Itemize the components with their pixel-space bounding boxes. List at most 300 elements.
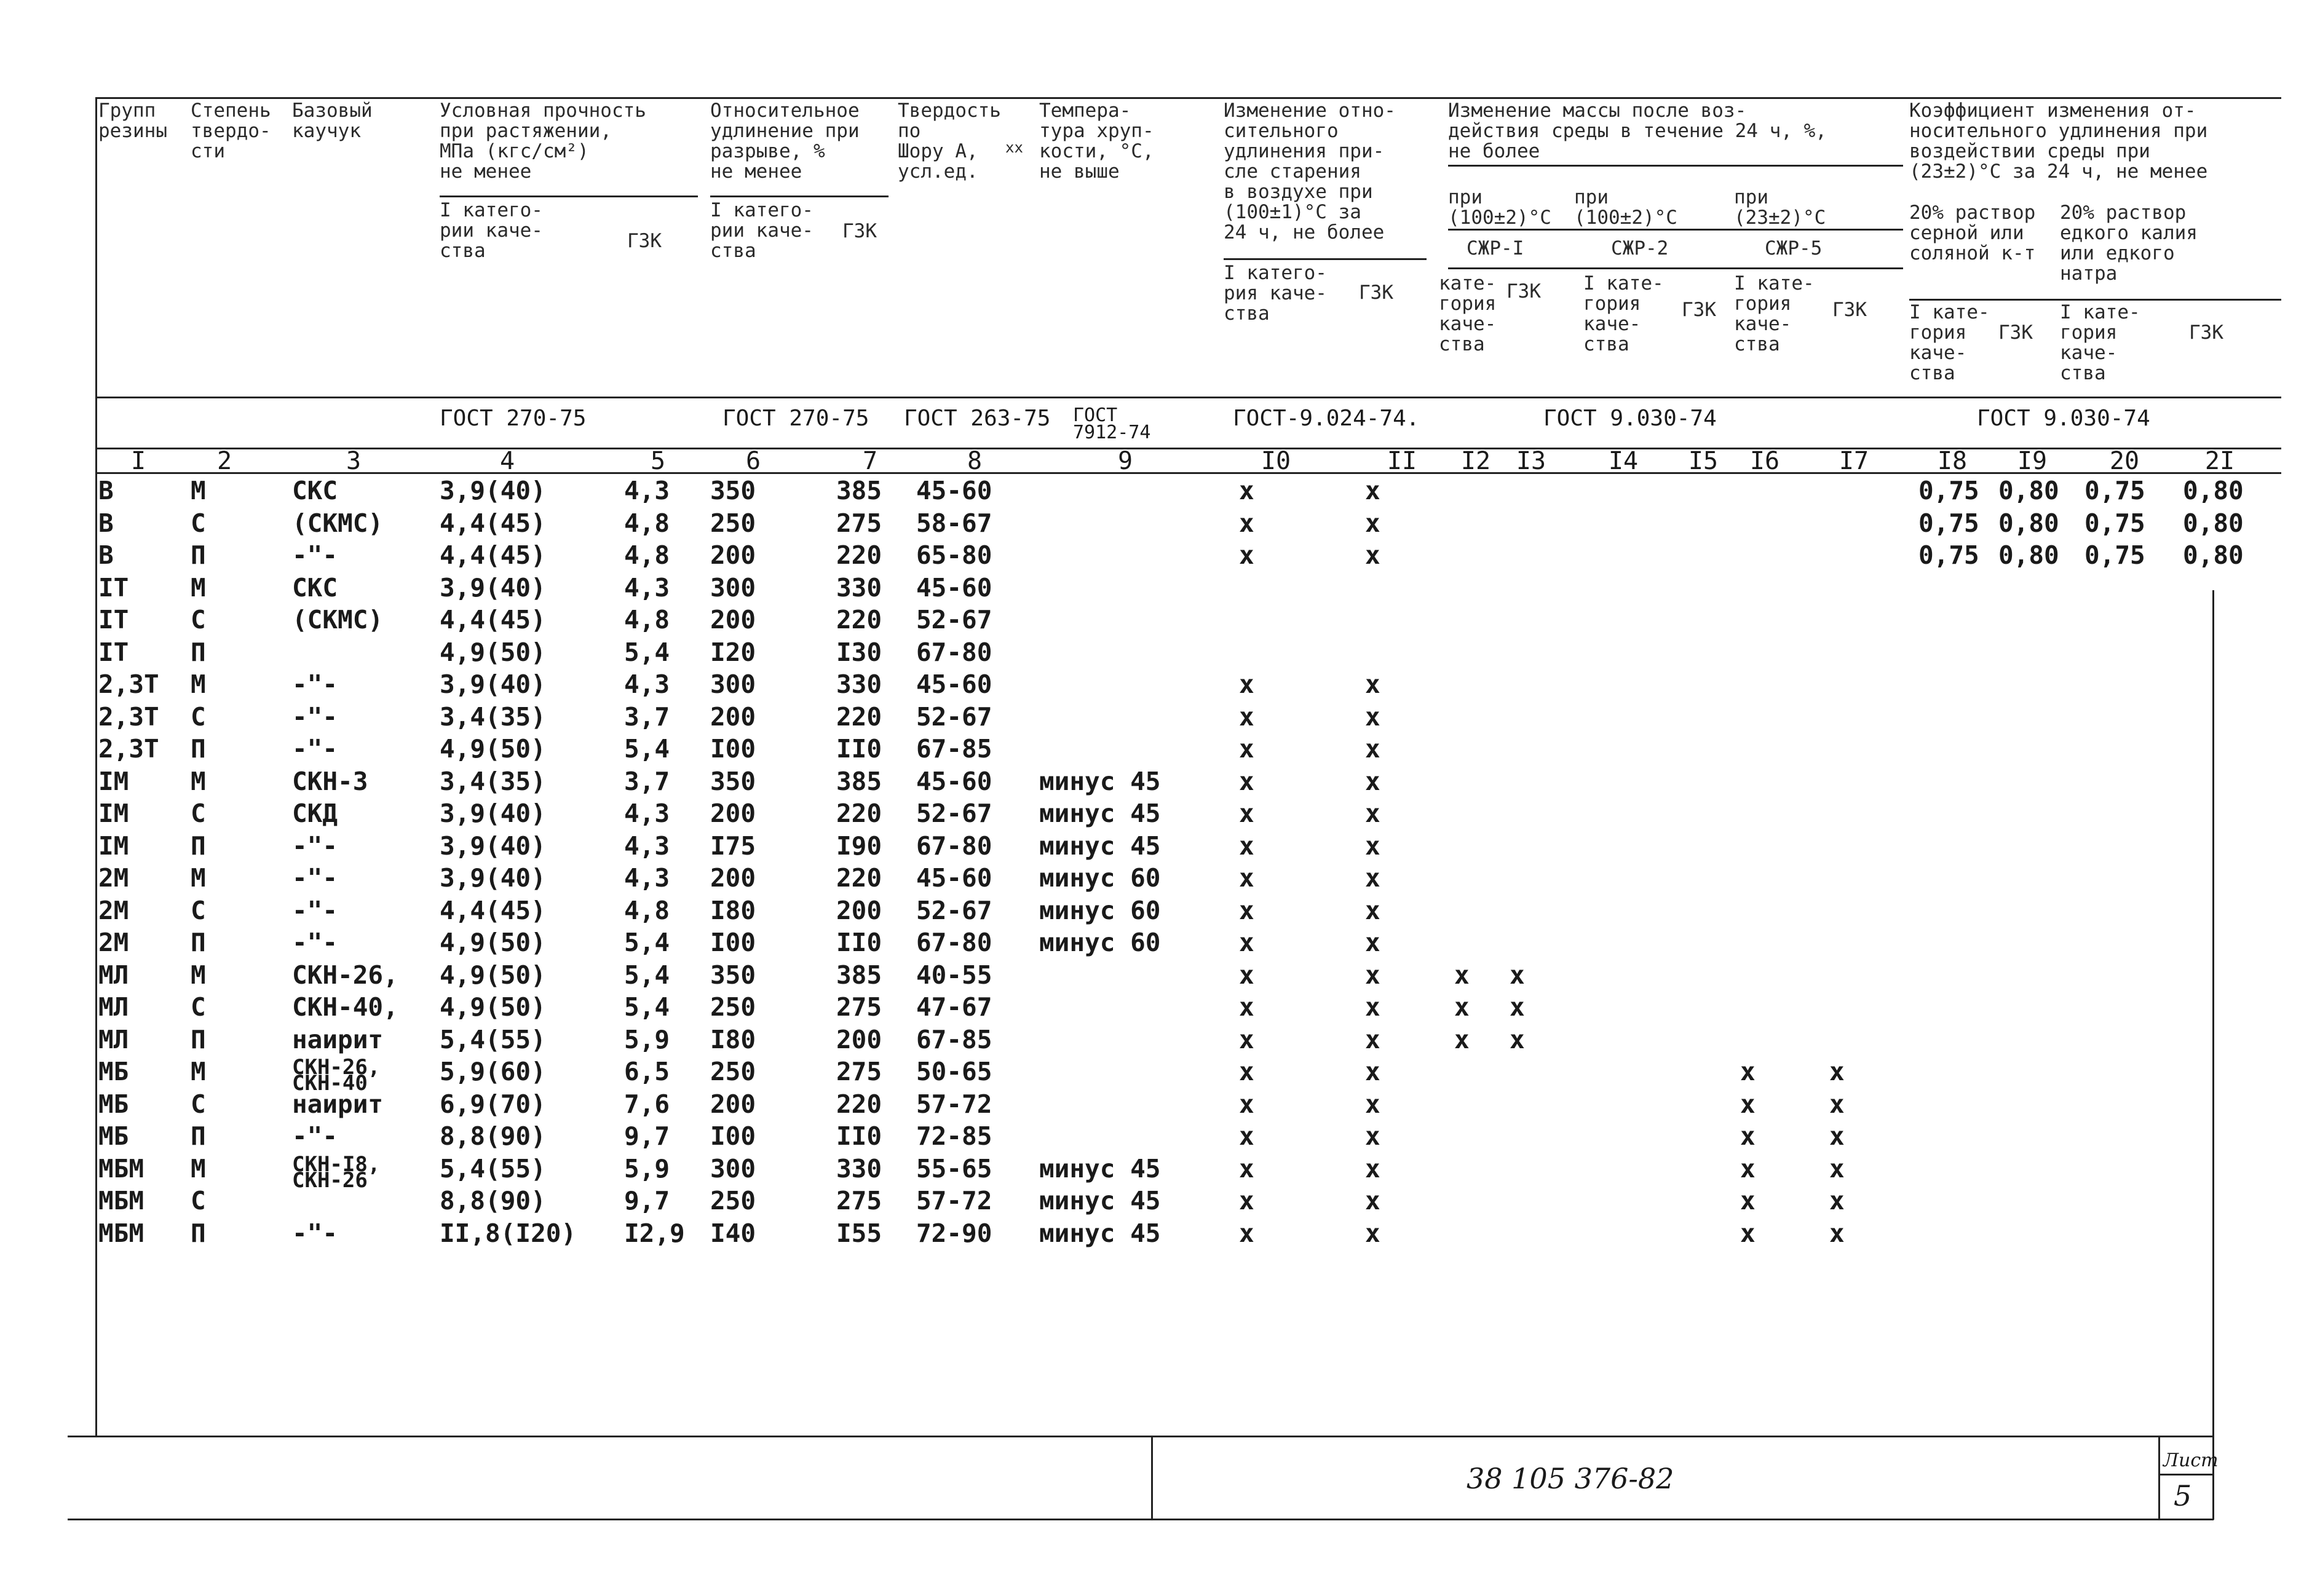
- table-cell: 52-67: [916, 701, 992, 732]
- column-number: I9: [2017, 447, 2048, 475]
- table-cell: x: [1239, 540, 1254, 570]
- table-cell: 250: [710, 508, 756, 538]
- table-cell: II0: [836, 928, 882, 957]
- table-cell: 45-60: [916, 572, 992, 602]
- table-cell: IТ: [98, 605, 129, 634]
- header-col-13: ГЗК: [1506, 280, 1541, 302]
- table-cell: 7,6: [624, 1089, 670, 1119]
- table-cell: СКН-26, СКН-40: [292, 1055, 381, 1096]
- table-cell: IТ: [98, 637, 129, 667]
- table-cell: x: [1365, 670, 1380, 699]
- sheet-label: Лист: [2163, 1450, 2219, 1471]
- table-cell: x: [1239, 734, 1254, 764]
- table-cell: 4,4(45): [440, 605, 546, 634]
- table-cell: -"-: [292, 863, 338, 893]
- table-cell: МЛ: [98, 1024, 129, 1054]
- table-cell: 200: [836, 895, 882, 925]
- header-col-18-19-medium: 20% раствор серной или соляной к-т: [1909, 202, 2036, 264]
- table-cell: I75: [710, 831, 756, 861]
- table-cell: 57-72: [916, 1089, 992, 1119]
- table-cell: 5,9: [624, 1153, 670, 1183]
- table-cell: 57-72: [916, 1186, 992, 1215]
- table-cell: x: [1365, 476, 1380, 505]
- table-cell: П: [191, 734, 206, 764]
- column-number: 2: [216, 447, 232, 475]
- table-cell: I90: [836, 831, 882, 861]
- column-number: I3: [1516, 447, 1546, 475]
- table-cell: 4,4(45): [440, 540, 546, 570]
- table-cell: 67-85: [916, 734, 992, 764]
- table-cell: С: [191, 799, 206, 828]
- table-cell: 3,9(40): [440, 863, 546, 893]
- rule-page-bottom: [68, 1519, 2214, 1520]
- table-cell: 250: [710, 1057, 756, 1086]
- table-cell: 0,75: [1918, 540, 1979, 570]
- table-cell: 275: [836, 1057, 882, 1086]
- table-cell: С: [191, 992, 206, 1022]
- table-cell: МБ: [98, 1121, 129, 1151]
- header-col-6: I катего- рии каче- ства: [710, 199, 814, 262]
- table-cell: x: [1239, 1121, 1254, 1151]
- table-cell: I00: [710, 1121, 756, 1151]
- header-col-12-17-title: Изменение массы после воз- действия среды в течение 24 ч, %, не более: [1448, 100, 1827, 162]
- table-cell: 52-67: [916, 605, 992, 634]
- table-cell: 45-60: [916, 863, 992, 893]
- table-cell: x: [1239, 799, 1254, 828]
- column-number: II: [1387, 447, 1417, 475]
- column-number: I6: [1749, 447, 1780, 475]
- table-cell: М: [191, 960, 206, 990]
- rule-right: [2212, 590, 2214, 1520]
- header-col-16: I кате- гория каче- ства: [1734, 272, 1815, 355]
- table-cell: 8,8(90): [440, 1121, 546, 1151]
- table-cell: x: [1239, 863, 1254, 893]
- table-cell: x: [1740, 1121, 1756, 1151]
- table-cell: 45-60: [916, 670, 992, 699]
- table-cell: М: [191, 863, 206, 893]
- table-cell: П: [191, 540, 206, 570]
- table-cell: 300: [710, 670, 756, 699]
- table-cell: x: [1365, 508, 1380, 538]
- header-col-16-17-medium: СЖР-5: [1765, 237, 1823, 259]
- table-cell: II0: [836, 1121, 882, 1151]
- header-col-14-15-temp: при (100±2)°С: [1574, 186, 1677, 229]
- table-cell: 4,4(45): [440, 895, 546, 925]
- table-cell: 3,9(40): [440, 476, 546, 505]
- table-cell: 3,9(40): [440, 572, 546, 602]
- header-col-16-17-temp: при (23±2)°С: [1734, 186, 1826, 229]
- header-col-12-13-temp: при (100±2)°С: [1448, 186, 1551, 229]
- table-cell: М: [191, 766, 206, 796]
- table-cell: 200: [836, 1024, 882, 1054]
- table-cell: 2М: [98, 928, 129, 957]
- header-col-10: I катего- рия каче- ства: [1224, 262, 1327, 325]
- table-cell: 4,8: [624, 508, 670, 538]
- column-number: 2I: [2204, 447, 2235, 475]
- header-col-8: Твердость по Шору А, усл.ед.: [898, 100, 1001, 183]
- table-cell: П: [191, 928, 206, 957]
- table-cell: С: [191, 1186, 206, 1215]
- table-cell: 5,4: [624, 637, 670, 667]
- table-cell: x: [1365, 1057, 1380, 1086]
- table-cell: x: [1239, 670, 1254, 699]
- table-cell: М: [191, 476, 206, 505]
- table-cell: -"-: [292, 670, 338, 699]
- table-cell: 4,3: [624, 670, 670, 699]
- table-cell: IТ: [98, 572, 129, 602]
- table-cell: II0: [836, 734, 882, 764]
- header-col-19: ГЗК: [1998, 322, 2033, 344]
- table-cell: П: [191, 1218, 206, 1248]
- table-cell: 5,4: [624, 960, 670, 990]
- column-number: I2: [1460, 447, 1491, 475]
- table-cell: минус 60: [1039, 895, 1161, 925]
- table-cell: 9,7: [624, 1121, 670, 1151]
- table-cell: минус 45: [1039, 831, 1161, 861]
- table-cell: 300: [710, 1153, 756, 1183]
- table-cell: II,8(I20): [440, 1218, 577, 1248]
- table-cell: x: [1239, 1089, 1254, 1119]
- rule-footer-divider: [1151, 1436, 1153, 1520]
- table-cell: x: [1829, 1153, 1845, 1183]
- table-cell: -"-: [292, 895, 338, 925]
- table-cell: 250: [710, 1186, 756, 1215]
- table-cell: 4,3: [624, 476, 670, 505]
- table-cell: 3,9(40): [440, 831, 546, 861]
- rule-h1011: [1224, 258, 1427, 260]
- sheet-number: 5: [2174, 1479, 2192, 1512]
- table-cell: -"-: [292, 928, 338, 957]
- table-cell: x: [1239, 1024, 1254, 1054]
- column-number: I5: [1688, 447, 1719, 475]
- table-cell: МБМ: [98, 1186, 144, 1215]
- table-cell: 9,7: [624, 1186, 670, 1215]
- header-col-15: ГЗК: [1682, 299, 1716, 321]
- table-cell: 220: [836, 701, 882, 732]
- table-cell: 55-65: [916, 1153, 992, 1183]
- table-cell: 72-85: [916, 1121, 992, 1151]
- table-cell: 330: [836, 1153, 882, 1183]
- header-col-2: Степень твердо- сти: [191, 100, 271, 162]
- table-cell: 3,9(40): [440, 670, 546, 699]
- header-col-18-21-title: Коэффициент изменения от- носительного удлинения при воздействии среды при (23±2)°С за 24 ч, не менее: [1909, 100, 2208, 183]
- table-cell: 200: [710, 605, 756, 634]
- table-cell: I55: [836, 1218, 882, 1248]
- table-cell: 350: [710, 766, 756, 796]
- table-cell: x: [1365, 895, 1380, 925]
- table-cell: 4,9(50): [440, 960, 546, 990]
- table-cell: 220: [836, 799, 882, 828]
- table-cell: 4,9(50): [440, 734, 546, 764]
- standard-col-6-7: ГОСТ 270-75: [722, 406, 869, 431]
- table-cell: x: [1239, 1153, 1254, 1183]
- table-cell: IМ: [98, 799, 129, 828]
- table-cell: x: [1365, 831, 1380, 861]
- standard-col-4-5: ГОСТ 270-75: [440, 406, 587, 431]
- header-col-8-mark: xx: [1005, 139, 1023, 156]
- table-cell: 45-60: [916, 476, 992, 505]
- table-cell: x: [1239, 1186, 1254, 1215]
- header-col-6-7-title: Относительное удлинение при разрыве, % не менее: [710, 100, 860, 183]
- table-cell: x: [1239, 508, 1254, 538]
- header-col-12-13-medium: СЖР-I: [1467, 237, 1524, 259]
- table-cell: 0,80: [1998, 476, 2059, 505]
- table-cell: 65-80: [916, 540, 992, 570]
- table-cell: 6,9(70): [440, 1089, 546, 1119]
- document-sheet: [68, 86, 2281, 1525]
- table-cell: 275: [836, 1186, 882, 1215]
- table-cell: 2,3Т: [98, 734, 159, 764]
- table-cell: x: [1365, 734, 1380, 764]
- table-cell: 200: [710, 863, 756, 893]
- column-number: 4: [499, 447, 515, 475]
- table-cell: наирит: [292, 1089, 384, 1119]
- table-cell: МБМ: [98, 1218, 144, 1248]
- table-cell: 50-65: [916, 1057, 992, 1086]
- table-cell: 67-85: [916, 1024, 992, 1054]
- table-cell: 4,8: [624, 895, 670, 925]
- table-cell: 0,80: [1998, 508, 2059, 538]
- table-cell: 3,7: [624, 766, 670, 796]
- table-cell: минус 60: [1039, 928, 1161, 957]
- table-cell: -"-: [292, 1218, 338, 1248]
- table-cell: I80: [710, 895, 756, 925]
- table-cell: 40-55: [916, 960, 992, 990]
- table-cell: -"-: [292, 540, 338, 570]
- table-cell: x: [1365, 1024, 1380, 1054]
- header-col-4-5-title: Условная прочность при растяжении, МПа (кгс/см²) не менее: [440, 100, 646, 183]
- table-cell: СКН-26,: [292, 960, 398, 990]
- table-cell: 4,8: [624, 540, 670, 570]
- table-cell: минус 60: [1039, 863, 1161, 893]
- table-cell: СКД: [292, 799, 338, 828]
- header-col-1: Групп резины: [98, 100, 167, 142]
- header-col-14-15-medium: СЖР-2: [1611, 237, 1669, 259]
- table-cell: x: [1365, 928, 1380, 957]
- table-cell: 52-67: [916, 799, 992, 828]
- table-cell: МЛ: [98, 992, 129, 1022]
- document-code: 38 105 376-82: [1467, 1462, 1674, 1495]
- header-col-20-21-medium: 20% раствор едкого калия или едкого натра: [2060, 202, 2198, 285]
- table-cell: 52-67: [916, 895, 992, 925]
- rule-h1217b: [1448, 229, 1903, 231]
- table-cell: 4,3: [624, 572, 670, 602]
- table-cell: x: [1365, 1153, 1380, 1183]
- table-cell: x: [1365, 540, 1380, 570]
- table-cell: 4,3: [624, 863, 670, 893]
- table-cell: МБ: [98, 1057, 129, 1086]
- rule-above-footer: [68, 1436, 2214, 1437]
- table-cell: С: [191, 1089, 206, 1119]
- column-number: I: [130, 447, 146, 475]
- table-cell: 0,75: [2084, 540, 2145, 570]
- table-cell: наирит: [292, 1024, 384, 1054]
- table-cell: -"-: [292, 734, 338, 764]
- header-col-9: Темпера- тура хруп- кости, °С, не выше: [1039, 100, 1154, 183]
- table-cell: 4,9(50): [440, 992, 546, 1022]
- table-cell: (СКМС): [292, 605, 384, 634]
- table-cell: 67-80: [916, 637, 992, 667]
- header-col-12: кате- гория каче- ства: [1439, 272, 1497, 355]
- table-cell: I00: [710, 928, 756, 957]
- standard-col-10-11: ГОСТ-9.024-74.: [1233, 406, 1420, 431]
- table-cell: x: [1365, 1089, 1380, 1119]
- table-cell: МЛ: [98, 960, 129, 990]
- table-cell: x: [1829, 1218, 1845, 1248]
- table-cell: x: [1239, 895, 1254, 925]
- table-cell: x: [1365, 992, 1380, 1022]
- rule-h1217: [1448, 165, 1903, 167]
- table-cell: 3,7: [624, 701, 670, 732]
- table-cell: 0,75: [1918, 508, 1979, 538]
- table-cell: x: [1365, 701, 1380, 732]
- table-cell: М: [191, 1153, 206, 1183]
- rule-sheet-box: [2158, 1436, 2160, 1520]
- table-cell: x: [1239, 1218, 1254, 1248]
- table-cell: 3,4(35): [440, 766, 546, 796]
- table-cell: 385: [836, 766, 882, 796]
- table-cell: 5,4(55): [440, 1024, 546, 1054]
- rule-h1217c: [1448, 267, 1903, 269]
- table-cell: МБМ: [98, 1153, 144, 1183]
- table-cell: 4,8: [624, 605, 670, 634]
- table-cell: 385: [836, 960, 882, 990]
- table-cell: 220: [836, 863, 882, 893]
- table-cell: x: [1239, 992, 1254, 1022]
- standard-col-12-17: ГОСТ 9.030-74: [1543, 406, 1717, 431]
- table-cell: x: [1740, 1057, 1756, 1086]
- table-cell: 200: [710, 1089, 756, 1119]
- header-col-5: ГЗК: [627, 230, 662, 252]
- table-cell: x: [1365, 1218, 1380, 1248]
- table-cell: 0,80: [1998, 540, 2059, 570]
- table-cell: В: [98, 476, 114, 505]
- table-cell: 200: [710, 540, 756, 570]
- column-number: 20: [2109, 447, 2140, 475]
- table-cell: x: [1239, 960, 1254, 990]
- table-cell: x: [1239, 831, 1254, 861]
- table-cell: I40: [710, 1218, 756, 1248]
- table-cell: 300: [710, 572, 756, 602]
- table-cell: x: [1365, 1121, 1380, 1151]
- table-cell: 5,4: [624, 734, 670, 764]
- table-cell: 4,9(50): [440, 928, 546, 957]
- rule-h1821: [1909, 299, 2281, 301]
- column-number: I0: [1261, 447, 1291, 475]
- table-cell: 67-80: [916, 928, 992, 957]
- table-cell: IМ: [98, 766, 129, 796]
- table-cell: 220: [836, 540, 882, 570]
- table-cell: 2,3Т: [98, 701, 159, 732]
- table-cell: x: [1740, 1186, 1756, 1215]
- column-number: 6: [745, 447, 761, 475]
- rule-left: [95, 97, 97, 1437]
- table-cell: минус 45: [1039, 1153, 1161, 1183]
- table-cell: С: [191, 605, 206, 634]
- table-cell: 0,80: [2183, 476, 2244, 505]
- table-cell: С: [191, 895, 206, 925]
- table-cell: x: [1510, 992, 1525, 1022]
- table-cell: 5,9: [624, 1024, 670, 1054]
- table-cell: x: [1239, 928, 1254, 957]
- table-cell: 6,5: [624, 1057, 670, 1086]
- table-cell: 275: [836, 992, 882, 1022]
- rule-below-header: [95, 397, 2281, 398]
- table-cell: x: [1829, 1121, 1845, 1151]
- table-cell: x: [1740, 1218, 1756, 1248]
- table-cell: 5,9(60): [440, 1057, 546, 1086]
- table-cell: 350: [710, 476, 756, 505]
- rule-h67: [710, 196, 889, 197]
- rule-sheet-box-mid: [2158, 1474, 2214, 1476]
- table-cell: С: [191, 701, 206, 732]
- table-cell: 4,3: [624, 831, 670, 861]
- header-col-21: ГЗК: [2189, 322, 2223, 344]
- table-cell: 5,4: [624, 928, 670, 957]
- header-col-18: I кате- гория каче- ства: [1909, 301, 1990, 384]
- table-cell: 4,4(45): [440, 508, 546, 538]
- table-cell: 4,9(50): [440, 637, 546, 667]
- header-col-4: I катего- рии каче- ства: [440, 199, 543, 262]
- table-cell: -"-: [292, 831, 338, 861]
- table-cell: 5,4: [624, 992, 670, 1022]
- table-cell: 0,75: [2084, 508, 2145, 538]
- table-cell: 0,80: [2183, 508, 2244, 538]
- table-cell: П: [191, 1024, 206, 1054]
- table-cell: 200: [710, 701, 756, 732]
- table-cell: x: [1829, 1057, 1845, 1086]
- table-cell: 3,4(35): [440, 701, 546, 732]
- table-cell: П: [191, 637, 206, 667]
- header-col-14: I кате- гория каче- ства: [1583, 272, 1664, 355]
- table-cell: 275: [836, 508, 882, 538]
- table-cell: x: [1365, 1186, 1380, 1215]
- table-cell: x: [1239, 476, 1254, 505]
- table-cell: С: [191, 508, 206, 538]
- table-cell: СКН-3: [292, 766, 368, 796]
- table-cell: (СКМС): [292, 508, 384, 538]
- column-number: I8: [1937, 447, 1968, 475]
- table-cell: x: [1740, 1153, 1756, 1183]
- table-cell: I20: [710, 637, 756, 667]
- table-cell: I80: [710, 1024, 756, 1054]
- table-cell: 350: [710, 960, 756, 990]
- table-cell: IМ: [98, 831, 129, 861]
- column-number: 5: [650, 447, 666, 475]
- table-cell: I30: [836, 637, 882, 667]
- table-cell: СКН-I8, СКН-26: [292, 1152, 381, 1193]
- table-cell: I2,9: [624, 1218, 685, 1248]
- table-cell: x: [1365, 960, 1380, 990]
- table-cell: В: [98, 508, 114, 538]
- standard-col-18-21: ГОСТ 9.030-74: [1977, 406, 2150, 431]
- table-cell: 250: [710, 992, 756, 1022]
- table-cell: x: [1239, 1057, 1254, 1086]
- table-cell: x: [1454, 1024, 1470, 1054]
- table-cell: минус 45: [1039, 1218, 1161, 1248]
- table-cell: П: [191, 1121, 206, 1151]
- table-cell: x: [1239, 701, 1254, 732]
- table-cell: x: [1454, 960, 1470, 990]
- table-cell: 8,8(90): [440, 1186, 546, 1215]
- table-cell: П: [191, 831, 206, 861]
- table-cell: 330: [836, 572, 882, 602]
- header-col-11: ГЗК: [1359, 282, 1393, 304]
- column-number: 7: [862, 447, 878, 475]
- table-cell: В: [98, 540, 114, 570]
- table-cell: x: [1740, 1089, 1756, 1119]
- table-cell: 3,9(40): [440, 799, 546, 828]
